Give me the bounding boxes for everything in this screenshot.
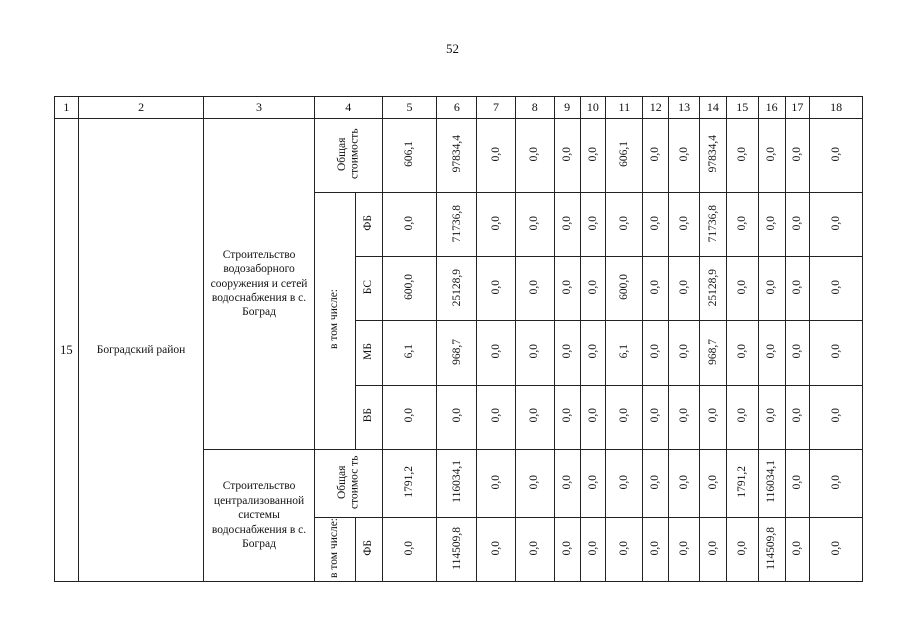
value-text: 25128,9 xyxy=(450,268,463,307)
value-text: 0,0 xyxy=(677,408,690,423)
page-number: 52 xyxy=(446,41,459,56)
value-text: 0,0 xyxy=(829,216,842,231)
value-cell xyxy=(437,517,477,581)
column-header: 13 xyxy=(669,97,700,119)
value-cell xyxy=(810,321,863,385)
column-header: 18 xyxy=(810,97,863,119)
value-text: 0,0 xyxy=(586,344,599,359)
value-text: 0,0 xyxy=(829,540,842,556)
value-text: 0,0 xyxy=(560,344,573,359)
value-text: 0,0 xyxy=(735,280,748,295)
value-text: 0,0 xyxy=(489,344,502,359)
value-cell xyxy=(758,385,785,449)
value-text: 606,1 xyxy=(403,141,416,168)
value-text: 0,0 xyxy=(706,474,719,489)
value-text: 114509,8 xyxy=(450,526,463,570)
funding-source-label xyxy=(355,385,382,449)
value-text: 0,0 xyxy=(791,280,804,295)
value-cell xyxy=(758,449,785,517)
value-text: 25128,9 xyxy=(706,268,719,307)
value-text: 0,0 xyxy=(791,216,804,231)
value-cell xyxy=(700,257,727,321)
column-header: 2 xyxy=(78,97,204,119)
value-cell xyxy=(669,321,700,385)
value-text: 968,7 xyxy=(706,338,719,365)
value-text: 0,0 xyxy=(489,280,502,295)
value-text: 600,0 xyxy=(403,274,416,301)
value-text: 116034,1 xyxy=(450,460,463,504)
value-cell xyxy=(700,449,727,517)
value-text: 0,0 xyxy=(677,146,690,162)
funding-source-text: МБ xyxy=(362,343,375,360)
value-text: 0,0 xyxy=(735,216,748,231)
value-text: 0,0 xyxy=(560,280,573,295)
funding-source-text: БС xyxy=(362,280,375,295)
value-cell xyxy=(669,257,700,321)
value-cell xyxy=(669,517,700,581)
value-text: 0,0 xyxy=(528,146,541,162)
value-cell xyxy=(580,449,606,517)
value-cell xyxy=(643,321,669,385)
project-title: Строительство водозаборного сооружения и сетей водоснабжения в с. Боград xyxy=(204,119,314,450)
value-text: 0,0 xyxy=(706,540,719,556)
value-text: 0,0 xyxy=(560,216,573,231)
value-text: 0,0 xyxy=(735,408,748,423)
value-text: 0,0 xyxy=(560,408,573,423)
value-cell xyxy=(726,385,758,449)
value-text: 0,0 xyxy=(829,408,842,423)
value-text: 0,0 xyxy=(528,216,541,231)
value-cell xyxy=(669,385,700,449)
value-text: 116034,1 xyxy=(765,460,778,504)
value-cell xyxy=(700,385,727,449)
value-text: 0,0 xyxy=(528,344,541,359)
value-cell xyxy=(477,517,515,581)
value-cell xyxy=(382,193,437,257)
column-header: 1 xyxy=(55,97,79,119)
value-text: 0,0 xyxy=(403,408,416,423)
value-cell xyxy=(810,119,863,193)
value-text: 71736,8 xyxy=(706,204,719,242)
value-text: 0,0 xyxy=(649,540,662,556)
value-text: 6,1 xyxy=(403,344,416,359)
value-cell xyxy=(606,517,643,581)
value-cell xyxy=(700,321,727,385)
value-text: 0,0 xyxy=(649,280,662,295)
value-text: 0,0 xyxy=(765,216,778,231)
value-cell xyxy=(580,257,606,321)
column-header: 6 xyxy=(437,97,477,119)
value-text: 0,0 xyxy=(735,344,748,359)
value-cell xyxy=(554,449,580,517)
value-text: 0,0 xyxy=(649,146,662,162)
value-text: 0,0 xyxy=(791,344,804,359)
value-cell xyxy=(437,193,477,257)
value-cell xyxy=(606,119,643,193)
value-cell xyxy=(785,193,810,257)
value-text: 0,0 xyxy=(617,408,630,423)
value-cell xyxy=(700,119,727,193)
value-text: 0,0 xyxy=(829,344,842,359)
value-cell xyxy=(810,449,863,517)
value-text: 0,0 xyxy=(649,344,662,359)
including-label-text: в том числе: xyxy=(328,289,341,350)
column-header: 10 xyxy=(580,97,606,119)
value-text: 0,0 xyxy=(617,540,630,556)
value-cell xyxy=(726,517,758,581)
column-header: 8 xyxy=(515,97,554,119)
value-text: 0,0 xyxy=(586,216,599,231)
value-cell xyxy=(606,257,643,321)
column-header: 11 xyxy=(606,97,643,119)
value-text: 0,0 xyxy=(489,540,502,556)
value-cell xyxy=(382,119,437,193)
value-text: 0,0 xyxy=(829,474,842,489)
value-cell xyxy=(382,257,437,321)
value-cell xyxy=(669,449,700,517)
value-text: 0,0 xyxy=(489,216,502,231)
value-cell xyxy=(477,385,515,449)
total-cost-label xyxy=(314,119,382,193)
value-cell xyxy=(382,449,437,517)
value-text: 0,0 xyxy=(560,474,573,489)
value-cell xyxy=(758,193,785,257)
funding-source-text: ФБ xyxy=(362,215,375,232)
value-cell xyxy=(437,449,477,517)
value-cell xyxy=(437,119,477,193)
budget-table xyxy=(54,96,863,582)
value-text: 0,0 xyxy=(560,540,573,556)
including-label xyxy=(314,517,355,581)
value-text: 0,0 xyxy=(560,146,573,162)
value-cell xyxy=(810,517,863,581)
value-cell xyxy=(810,257,863,321)
value-cell xyxy=(643,517,669,581)
value-text: 97834,4 xyxy=(450,135,463,173)
value-cell xyxy=(785,449,810,517)
value-text: 0,0 xyxy=(829,146,842,162)
value-cell xyxy=(643,385,669,449)
value-cell xyxy=(758,119,785,193)
value-text: 0,0 xyxy=(450,408,463,423)
funding-source-text: ФБ xyxy=(362,540,375,556)
value-text: 0,0 xyxy=(617,216,630,231)
value-cell xyxy=(477,449,515,517)
total-cost-label xyxy=(314,449,382,517)
including-label-text: в том числе: xyxy=(328,517,341,578)
funding-source-text: ВБ xyxy=(362,408,375,423)
total-cost-label-text: Общая стоимость xyxy=(335,128,361,180)
value-text: 0,0 xyxy=(528,540,541,556)
value-cell xyxy=(382,517,437,581)
funding-source-label xyxy=(355,321,382,385)
including-label xyxy=(314,193,355,450)
value-cell xyxy=(669,119,700,193)
value-text: 97834,4 xyxy=(706,135,719,173)
value-cell xyxy=(726,449,758,517)
value-cell xyxy=(785,385,810,449)
column-header: 16 xyxy=(758,97,785,119)
column-header: 15 xyxy=(726,97,758,119)
value-cell xyxy=(515,257,554,321)
value-text: 71736,8 xyxy=(450,204,463,242)
value-text: 0,0 xyxy=(677,474,690,489)
value-text: 0,0 xyxy=(735,540,748,556)
value-text: 0,0 xyxy=(791,474,804,489)
value-cell xyxy=(810,385,863,449)
value-text: 0,0 xyxy=(489,408,502,423)
header-row xyxy=(55,97,863,119)
value-cell xyxy=(785,517,810,581)
district-name: Боградский район xyxy=(78,119,204,582)
value-cell xyxy=(515,321,554,385)
column-header: 17 xyxy=(785,97,810,119)
value-text: 0,0 xyxy=(677,280,690,295)
value-cell xyxy=(554,321,580,385)
value-cell xyxy=(758,321,785,385)
value-cell xyxy=(785,321,810,385)
value-text: 0,0 xyxy=(791,146,804,162)
value-text: 0,0 xyxy=(489,474,502,489)
value-cell xyxy=(554,257,580,321)
value-text: 0,0 xyxy=(403,540,416,556)
value-text: 0,0 xyxy=(765,408,778,423)
value-cell xyxy=(437,321,477,385)
value-text: 1791,2 xyxy=(735,465,748,498)
value-cell xyxy=(437,257,477,321)
value-text: 600,0 xyxy=(617,274,630,301)
value-cell xyxy=(758,517,785,581)
value-cell xyxy=(437,385,477,449)
value-cell xyxy=(382,321,437,385)
value-cell xyxy=(810,193,863,257)
value-text: 0,0 xyxy=(791,408,804,423)
value-cell xyxy=(554,517,580,581)
value-text: 0,0 xyxy=(586,280,599,295)
column-header: 12 xyxy=(643,97,669,119)
value-cell xyxy=(580,517,606,581)
funding-source-label xyxy=(355,517,382,581)
value-cell xyxy=(606,385,643,449)
total-cost-label-text: Общая стоимос ть xyxy=(335,455,361,509)
value-text: 0,0 xyxy=(649,408,662,423)
value-cell xyxy=(726,193,758,257)
value-cell xyxy=(477,119,515,193)
row-number: 15 xyxy=(55,119,79,582)
value-text: 0,0 xyxy=(586,474,599,489)
value-cell xyxy=(700,193,727,257)
column-header: 3 xyxy=(204,97,314,119)
value-cell xyxy=(580,193,606,257)
column-header: 9 xyxy=(554,97,580,119)
value-cell xyxy=(515,119,554,193)
value-cell xyxy=(643,193,669,257)
value-cell xyxy=(643,119,669,193)
value-text: 0,0 xyxy=(677,540,690,556)
value-cell xyxy=(606,449,643,517)
value-text: 0,0 xyxy=(528,280,541,295)
value-text: 0,0 xyxy=(617,474,630,489)
value-cell xyxy=(554,119,580,193)
value-text: 0,0 xyxy=(677,216,690,231)
column-header: 14 xyxy=(700,97,727,119)
value-cell xyxy=(580,119,606,193)
column-header: 7 xyxy=(477,97,515,119)
value-text: 0,0 xyxy=(829,280,842,295)
value-cell xyxy=(643,449,669,517)
table-row xyxy=(55,119,863,193)
value-cell xyxy=(554,193,580,257)
value-text: 0,0 xyxy=(586,146,599,162)
value-text: 6,1 xyxy=(617,344,630,359)
value-text: 0,0 xyxy=(765,146,778,162)
funding-source-label xyxy=(355,193,382,257)
value-text: 0,0 xyxy=(649,474,662,489)
value-cell xyxy=(785,119,810,193)
column-header: 5 xyxy=(382,97,437,119)
value-text: 0,0 xyxy=(649,216,662,231)
value-cell xyxy=(726,257,758,321)
value-text: 0,0 xyxy=(791,540,804,556)
value-cell xyxy=(580,321,606,385)
project-title: Строительство централизованной системы водоснабжения в с. Боград xyxy=(204,449,314,581)
column-header: 4 xyxy=(314,97,382,119)
value-text: 1791,2 xyxy=(403,465,416,498)
value-text: 0,0 xyxy=(528,408,541,423)
value-text: 0,0 xyxy=(586,408,599,423)
value-cell xyxy=(477,193,515,257)
value-cell xyxy=(515,193,554,257)
value-cell xyxy=(515,449,554,517)
value-cell xyxy=(477,257,515,321)
value-text: 606,1 xyxy=(617,141,630,168)
value-text: 968,7 xyxy=(450,338,463,365)
value-cell xyxy=(785,257,810,321)
value-text: 0,0 xyxy=(706,408,719,423)
value-cell xyxy=(643,257,669,321)
value-cell xyxy=(758,257,785,321)
value-text: 0,0 xyxy=(735,146,748,162)
value-cell xyxy=(700,517,727,581)
value-cell xyxy=(515,517,554,581)
value-text: 0,0 xyxy=(765,344,778,359)
value-cell xyxy=(580,385,606,449)
value-cell xyxy=(554,385,580,449)
value-cell xyxy=(477,321,515,385)
value-text: 0,0 xyxy=(765,280,778,295)
value-text: 0,0 xyxy=(489,146,502,162)
value-cell xyxy=(382,385,437,449)
value-cell xyxy=(726,321,758,385)
value-cell xyxy=(669,193,700,257)
value-text: 0,0 xyxy=(586,540,599,556)
value-cell xyxy=(606,321,643,385)
value-text: 114509,8 xyxy=(765,526,778,570)
value-cell xyxy=(726,119,758,193)
value-text: 0,0 xyxy=(677,344,690,359)
value-cell xyxy=(515,385,554,449)
funding-source-label xyxy=(355,257,382,321)
value-text: 0,0 xyxy=(528,474,541,489)
value-text: 0,0 xyxy=(403,216,416,231)
value-cell xyxy=(606,193,643,257)
